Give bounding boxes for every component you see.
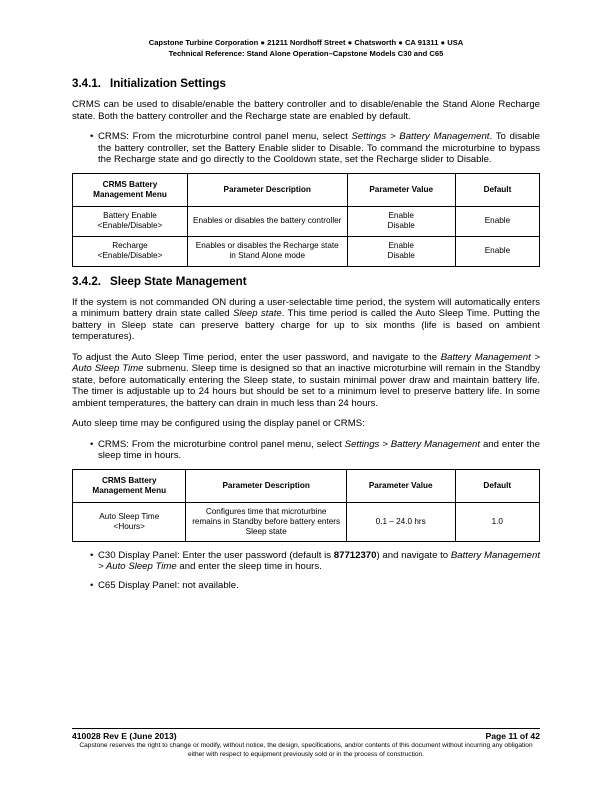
- bullet-icon: •: [90, 579, 94, 591]
- section-title: Sleep State Management: [110, 274, 247, 288]
- table-cell: Enables or disables the Recharge state in Stand Alone mode: [187, 236, 347, 266]
- list-item-text: [98, 439, 540, 462]
- table-row: [73, 502, 540, 541]
- table-header-row: [73, 173, 540, 206]
- paragraph: CRMS can be used to disable/enable the battery controller and to disable/enable the Stand Alone Recharge state. Both the battery controller and the Recharge state are enabled by default.: [72, 99, 540, 122]
- cell-line: Disable: [387, 251, 415, 260]
- menu-path: Settings > Battery Management: [344, 438, 481, 450]
- table-cell: Configures time that microturbine remains in Standby before battery enters Sleep state: [186, 502, 346, 541]
- column-header: CRMS Battery Management Menu: [73, 173, 188, 206]
- list-item: [72, 580, 540, 592]
- column-header: Default: [455, 173, 539, 206]
- page-number: Page 11 of 42: [485, 731, 540, 741]
- table-cell: [73, 206, 188, 236]
- bullet-icon: •: [90, 549, 94, 561]
- cell-line: Auto Sleep Time: [99, 511, 160, 521]
- text-run: CRMS: From the microturbine control panel menu, select: [98, 131, 352, 142]
- battery-settings-table: [72, 173, 540, 267]
- cell-line: Disable: [387, 221, 415, 230]
- menu-path: Settings > Battery Management: [351, 131, 490, 142]
- cell-line: Recharge: [112, 241, 148, 250]
- section-number: 3.4.2.: [72, 274, 102, 288]
- list-item-text: C65 Display Panel: not available.: [98, 579, 239, 591]
- list-item-text: [98, 131, 540, 166]
- sleep-time-table: [72, 469, 540, 542]
- column-header: Default: [455, 469, 539, 502]
- column-header: CRMS Battery Management Menu: [73, 469, 186, 502]
- list-item: [72, 439, 540, 462]
- bullet-icon: •: [90, 131, 94, 142]
- section-title: Initialization Settings: [110, 77, 226, 90]
- text-run: . This time period is called the Auto Sleep Time. Putting the battery in Sleep state can preserve battery charge for up to six months (life is based on ambient temperatures).: [72, 308, 540, 342]
- bullet-icon: •: [90, 438, 94, 450]
- list-item-text: [98, 550, 540, 573]
- list-item: [72, 550, 540, 573]
- text-run: C30 Display Panel: Enter the user password (default is: [98, 549, 334, 561]
- text-run: If the system is not commanded ON during a user-selectable time period, the system will automatically enters a minimum battery drain state called: [72, 296, 540, 319]
- text-run: and enter the sleep time in hours.: [98, 438, 540, 461]
- column-header: Parameter Description: [186, 469, 346, 502]
- column-header: Parameter Value: [346, 469, 455, 502]
- cell-line: <Enable/Disable>: [97, 221, 163, 230]
- cell-line: <Enable/Disable>: [97, 251, 163, 260]
- text-run: . To disable the battery controller, set the Battery Enable slider to Disable. To command the microturbine to bypass the Recharge state and go directly to the Cooldown state, set the Recharge slider to Disable.: [98, 131, 541, 165]
- text-run: and enter the sleep time in hours.: [176, 561, 322, 572]
- header-address: Capstone Turbine Corporation ● 21211 Nordhoff Street ● Chatsworth ● CA 91311 ● USA: [148, 38, 464, 47]
- table-cell: [73, 236, 188, 266]
- text-run: CRMS: From the microturbine control panel menu, select: [98, 438, 345, 450]
- column-header: Parameter Value: [347, 173, 455, 206]
- page-content: [72, 77, 540, 598]
- table-cell: [347, 236, 455, 266]
- text-run: submenu. Sleep time is designed so that an inactive microturbine will remain in the Standby state, before automatically entering the Sleep state, to sustain minimal power draw and maintain battery life. The timer is adjustable up to 24 hours but should be set to a minimum level to preserve battery life. In some ambient temperatures, the battery can drain in much less than 24 hours.: [72, 363, 540, 409]
- cell-line: <Hours>: [113, 521, 145, 531]
- text-run: To adjust the Auto Sleep Time period, enter the user password, and navigate to the: [72, 351, 441, 363]
- section-heading-initialization: [72, 77, 540, 91]
- cell-line: Enable: [388, 241, 414, 250]
- table-header-row: [73, 469, 540, 502]
- list-item: [72, 131, 540, 166]
- table-cell: Enable: [455, 236, 539, 266]
- cell-line: Enable: [388, 211, 414, 220]
- doc-revision: 410028 Rev E (June 2013): [72, 731, 177, 741]
- header-doc-title: Technical Reference: Stand Alone Operation–Capstone Models C30 and C65: [168, 49, 444, 58]
- table-row: [73, 236, 540, 266]
- footer-disclaimer: Capstone reserves the right to change or modify, without notice, the design, specifications, and/or contents of this document without incurring any obligation either with respect to equipment previously sold or in the process of construction.: [79, 742, 533, 758]
- table-cell: Enables or disables the battery controller: [187, 206, 347, 236]
- paragraph: [72, 352, 540, 410]
- text-run: ) and navigate to: [376, 549, 451, 561]
- section-heading-sleep-state: [72, 275, 540, 289]
- footer-row: [72, 731, 540, 741]
- term: Sleep state: [233, 308, 282, 319]
- table-cell: Enable: [455, 206, 539, 236]
- page-header: [0, 37, 612, 59]
- paragraph: [72, 297, 540, 343]
- cell-line: Battery Enable: [103, 211, 157, 220]
- table-cell: 1.0: [455, 502, 539, 541]
- section-number: 3.4.1.: [72, 77, 102, 90]
- table-cell: [73, 502, 186, 541]
- menu-path: Battery Management > Auto Sleep Time: [72, 351, 541, 374]
- default-password: 87712370: [333, 549, 377, 561]
- table-cell: [347, 206, 455, 236]
- paragraph: Auto sleep time may be configured using the display panel or CRMS:: [72, 418, 365, 429]
- table-row: [73, 206, 540, 236]
- page-footer: [72, 728, 540, 759]
- table-cell: 0.1 – 24.0 hrs: [346, 502, 455, 541]
- menu-path: Battery Management > Auto Sleep Time: [98, 549, 540, 572]
- column-header: Parameter Description: [187, 173, 347, 206]
